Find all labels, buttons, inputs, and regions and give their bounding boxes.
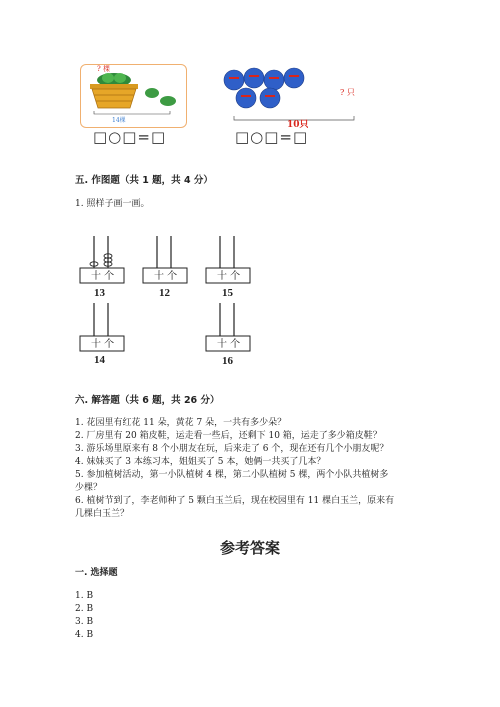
basket-bracket-label: 14棵 (112, 117, 126, 124)
answers-list (75, 590, 93, 642)
balloon-question-label: ? 只 (340, 88, 355, 97)
abacus-unit-labels: 十 个 (154, 271, 178, 282)
vegetable-basket-illustration (80, 64, 185, 126)
section6-question-list (75, 417, 394, 521)
abacus-number: 12 (159, 287, 170, 299)
section5-question1: 1. 照样子画一画。 (75, 199, 150, 209)
abacus-unit-labels: 十 个 (91, 339, 115, 350)
question-line: 几棵白玉兰？ (75, 509, 130, 519)
abacus-number: 15 (222, 287, 233, 299)
left-equation-blanks: □○□=□ (93, 128, 167, 146)
question-line: 2. 厂房里有 20 箱皮鞋，运走看一些后，还剩下 10 箱，运走了多少箱皮鞋？ (75, 431, 382, 441)
section5-heading: 五. 作图题（共 1 题，共 4 分） (75, 175, 213, 186)
question-line: 少棵？ (75, 483, 103, 493)
answer-item: 4. B (75, 630, 94, 640)
right-equation-blanks: □○□=□ (235, 128, 309, 146)
answer-item: 1. B (75, 591, 94, 601)
balloon-total-label: 10只 (287, 120, 309, 130)
question-line: 3. 游乐场里原来有 8 个小朋友在玩，后来走了 6 个，现在还有几个小朋友呢？ (75, 444, 389, 454)
abacus-unit-labels: 十 个 (91, 271, 115, 282)
section6-heading: 六. 解答题（共 6 题，共 26 分） (75, 395, 220, 406)
answers-subheading: 一. 选择题 (75, 568, 118, 578)
question-line: 6. 植树节到了，李老师种了 5 颗白玉兰后，现在校园里有 11 棵白玉兰，原来有 (75, 496, 395, 506)
abacus-unit-labels: 十 个 (217, 271, 241, 282)
answers-title: 参考答案 (219, 539, 280, 557)
question-line: 5. 参加植树活动，第一小队植树 4 棵，第二小队植树 5 棵，两个小队共植树多 (75, 470, 389, 480)
abacus-number: 14 (94, 354, 105, 366)
answer-item: 2. B (75, 604, 94, 614)
question-line: 4. 妹妹买了 3 本练习本，姐姐买了 5 本，她俩一共买了几本？ (75, 457, 326, 467)
question-line: 1. 花园里有红花 11 朵，黄花 7 朵，一共有多少朵？ (75, 418, 287, 428)
abacus-number: 13 (94, 287, 105, 299)
abacus-number: 16 (222, 355, 233, 367)
answer-item: 3. B (75, 617, 94, 627)
abacus-unit-labels: 十 个 (217, 339, 241, 350)
basket-question-label: ? 棵 (97, 65, 110, 73)
